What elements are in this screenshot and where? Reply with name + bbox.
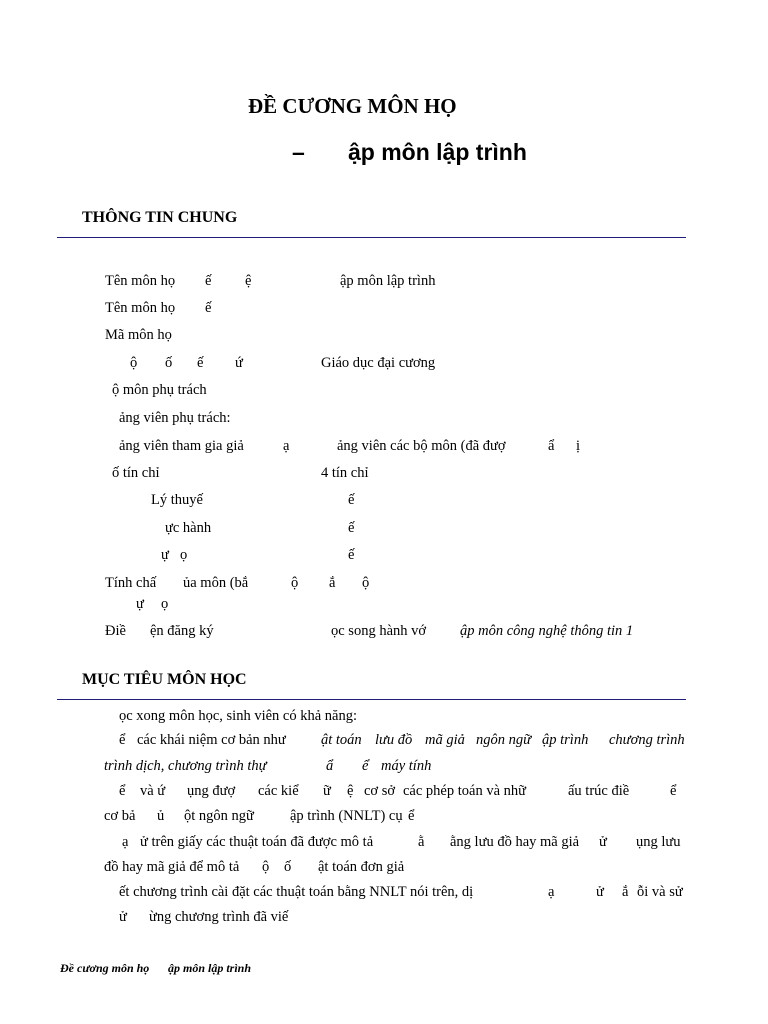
subtitle-dash: – — [292, 139, 305, 165]
objective-1-term: ngôn ngữ — [476, 732, 532, 748]
info-row-label-fragment: ệ — [245, 273, 252, 289]
objective-2-fragment: ệ — [347, 783, 354, 799]
info-row-label-fragment: ọ — [161, 596, 169, 612]
objective-4-fragment: ử — [119, 909, 127, 925]
info-row-course-name-vi-label: Tên môn họ — [105, 273, 176, 289]
info-row-self-study-value: ế — [348, 547, 355, 563]
info-row-label-fragment: ủa môn (bắ — [183, 575, 249, 591]
objective-2-fragment: và ứ — [140, 783, 166, 799]
objective-2-fragment: các phép toán và nhữ — [403, 783, 527, 799]
info-row-course-code-label: Mã môn họ — [105, 327, 172, 343]
info-row-prerequisite-value: ọc song hành vớ — [331, 623, 427, 639]
objective-2-fragment: ập trình (NNLT) cụ — [290, 808, 403, 824]
objective-1-term: mã giả — [425, 732, 465, 748]
objective-4-fragment: ỗi và sử — [637, 884, 683, 900]
objective-2-fragment: ột ngôn ngữ — [184, 808, 254, 824]
objective-2-fragment: ụng đượ — [187, 783, 236, 799]
objective-3-fragment: ộ — [262, 859, 270, 875]
footer-course-name: ập môn lập trình — [168, 961, 252, 975]
section-heading-objectives: MỤC TIÊU MÔN HỌC — [82, 671, 247, 688]
objective-2-fragment: ấu trúc điề — [568, 783, 630, 799]
objective-2-fragment: cơ bả — [104, 808, 136, 824]
info-row-practice-value: ế — [348, 520, 355, 536]
section-heading-general-info: THÔNG TIN CHUNG — [82, 209, 238, 226]
objective-4-fragment: ử — [596, 884, 604, 900]
objective-1-term: máy tính — [381, 758, 432, 774]
objective-2-fragment: ể — [408, 808, 415, 824]
info-row-label-fragment: ế — [197, 355, 204, 371]
objective-1-term: ật toán — [321, 732, 362, 748]
objective-4-fragment: ắ — [622, 884, 629, 900]
info-row-label-fragment: ện đăng ký — [150, 623, 214, 639]
info-row-self-study-label: ự — [161, 547, 169, 563]
section-divider — [57, 699, 686, 700]
info-row-course-name-vi-value: ập môn lập trình — [340, 273, 436, 289]
objective-3-fragment: ụng lưu — [636, 834, 681, 850]
document-subtitle: ập môn lập trình — [348, 139, 527, 165]
objective-2-fragment: ủ — [157, 808, 165, 824]
objective-4-fragment: ạ — [548, 884, 555, 900]
objective-3-fragment: ật toán đơn giả — [318, 859, 405, 875]
objective-3-fragment: ằng lưu đồ hay mã giả — [450, 834, 580, 850]
info-row-knowledge-block-label: ộ — [130, 355, 138, 371]
info-row-label-fragment: ộ — [362, 575, 370, 591]
info-row-credits-value: 4 tín chỉ — [321, 465, 369, 481]
info-row-label-fragment: ọ — [180, 547, 188, 563]
objective-1-term: lưu đồ — [375, 732, 413, 748]
objectives-intro: ọc xong môn học, sinh viên có khả năng: — [119, 708, 357, 724]
objective-2-fragment: ể — [670, 783, 677, 799]
info-row-label-fragment: ự — [136, 596, 144, 612]
objective-3-fragment: ằ — [418, 834, 425, 850]
info-row-teaching-lecturers-value: ảng viên các bộ môn (đã đượ — [337, 438, 506, 454]
info-row-theory-label: Lý thuyế — [151, 492, 203, 508]
objective-1-fragment: ể — [362, 758, 369, 774]
info-row-label-fragment: ộ — [291, 575, 299, 591]
section-divider — [57, 237, 686, 238]
objective-3-text: đồ hay mã giả để mô tả — [104, 859, 240, 875]
objective-1-fragment: các khái niệm cơ bản như — [137, 732, 286, 748]
info-row-course-type-label: Tính chấ — [105, 575, 157, 591]
info-row-knowledge-block-value: Giáo dục đại cương — [321, 355, 436, 371]
footer-doc-title: Đề cương môn họ — [60, 961, 150, 975]
info-row-label-fragment: ố — [165, 355, 173, 371]
info-row-course-name-en-label: Tên môn họ — [105, 300, 176, 316]
info-row-label-fragment: ắ — [329, 575, 336, 591]
objective-3-fragment: ử trên giấy các thuật toán đã được mô tả — [140, 834, 374, 850]
document-title: ĐỀ CƯƠNG MÔN HỌ — [248, 94, 457, 118]
objective-4-fragment: ết chương trình cài đặt các thuật toán bằng NNLT nói trên, dị — [119, 884, 474, 900]
info-row-label-fragment: ạ — [283, 438, 290, 454]
objective-3-fragment: ạ — [122, 834, 129, 850]
objective-3-fragment: ử — [599, 834, 607, 850]
info-row-lecturer-label: ảng viên phụ trách: — [119, 410, 231, 426]
objective-2-fragment: ữ — [323, 783, 331, 799]
info-row-label-fragment: ế — [205, 273, 212, 289]
objective-3-fragment: ố — [284, 859, 292, 875]
objective-2-fragment: các kiể — [258, 783, 299, 799]
objective-1-fragment: ể — [119, 732, 126, 748]
info-row-value-fragment: ị — [576, 438, 581, 454]
info-row-prerequisite-course: ập môn công nghệ thông tin 1 — [460, 623, 634, 639]
info-row-department-label: ộ môn phụ trách — [112, 382, 207, 398]
info-row-label-fragment: ứ — [235, 355, 243, 371]
info-row-teaching-lecturers-label: ảng viên tham gia giả — [119, 438, 244, 454]
info-row-credits-label: ố tín chỉ — [112, 465, 160, 481]
info-row-practice-label: ực hành — [165, 520, 212, 536]
objective-2-fragment: cơ sở — [364, 783, 396, 799]
info-row-theory-value: ế — [348, 492, 355, 508]
info-row-label-fragment: ế — [205, 300, 212, 316]
info-row-prerequisite-label: Điề — [105, 623, 126, 639]
objective-1-fragment: ẩ — [326, 758, 334, 774]
objective-1-term: trình dịch, chương trình thự — [104, 758, 267, 774]
objective-1-term: ập trình — [542, 732, 589, 748]
objective-2-fragment: ể — [119, 783, 126, 799]
objective-4-fragment: ừng chương trình đã viế — [149, 909, 289, 925]
info-row-value-fragment: ẩ — [548, 438, 555, 454]
objective-1-term: chương trình — [609, 732, 685, 748]
